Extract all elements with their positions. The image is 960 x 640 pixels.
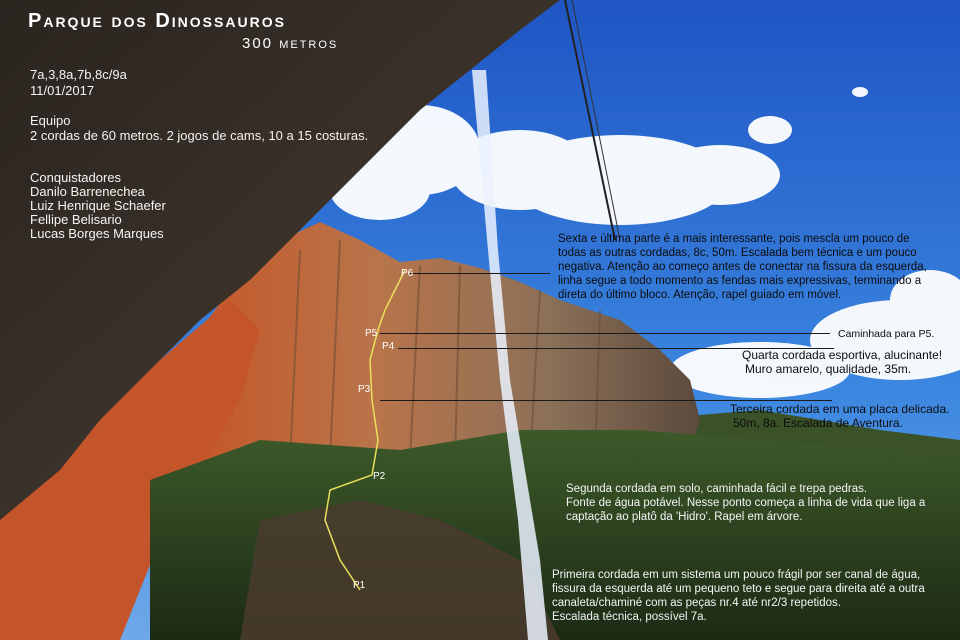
pitch-3-description: Terceira cordada em uma placa delicada. 50m, 8a. Escalada de Aventura.	[730, 402, 950, 430]
date: 11/01/2017	[30, 83, 95, 98]
pitch-marker-p3: P3	[358, 384, 371, 395]
conqueror-name: Fellipe Belisario	[30, 212, 122, 227]
grades: 7a,3,8a,7b,8c/9a	[30, 67, 127, 82]
pitch-6-description: Sexta e última parte é a mais interessante, pois mescla um pouco de todas as outras cordadas, 8c, 50m. Escalada bem técnica e um pouco negativa. Atenção ao começo antes de conectar na fissura da esquerda, linha segue a todo momento as fendas mais expressivas, terminando a direta do último bloco. Atenção, rapel guiado em móvel.	[558, 233, 927, 301]
pitch-1-description: Primeira cordada em um sistema um pouco frágil por ser canal de água, fissura da esquerda até um pequeno teto e segue para direita até a outra canaleta/chaminé com as peças nr.4 até nr2/3 repetidos. Escalada técnica, possível 7a.	[552, 569, 925, 623]
conqueror-name: Luiz Henrique Schaefer	[30, 198, 166, 213]
conquerors-heading: Conquistadores	[30, 170, 122, 185]
equipment-heading: Equipo	[30, 113, 71, 128]
route-length: 300 metros	[242, 35, 339, 52]
leader-p3	[380, 400, 832, 401]
pitch-marker-p1: P1	[353, 580, 366, 591]
pitch-marker-p5: P5	[365, 328, 378, 339]
pitch-marker-p6: P6	[401, 268, 414, 279]
leader-p5	[380, 333, 830, 334]
pitch-marker-p2: P2	[373, 471, 386, 482]
pitch-2-description: Segunda cordada em solo, caminhada fácil e trepa pedras. Fonte de água potável. Nesse ponto começa a linha de vida que liga a captação ao platô da 'Hidro'. Rapel em árvore.	[566, 483, 926, 523]
leader-p6	[410, 273, 550, 274]
pitch-marker-p4: P4	[382, 341, 395, 352]
route-title: Parque dos Dinossauros	[28, 10, 286, 32]
conqueror-name: Danilo Barrenechea	[30, 184, 145, 199]
conqueror-name: Lucas Borges Marques	[30, 226, 164, 241]
pitch-4-description: Quarta cordada esportiva, alucinante! Muro amarelo, qualidade, 35m.	[742, 348, 943, 376]
equipment-text: 2 cordas de 60 metros. 2 jogos de cams, 10 a 15 costuras.	[30, 128, 369, 143]
pitch-5-description: Caminhada para P5.	[838, 328, 935, 340]
